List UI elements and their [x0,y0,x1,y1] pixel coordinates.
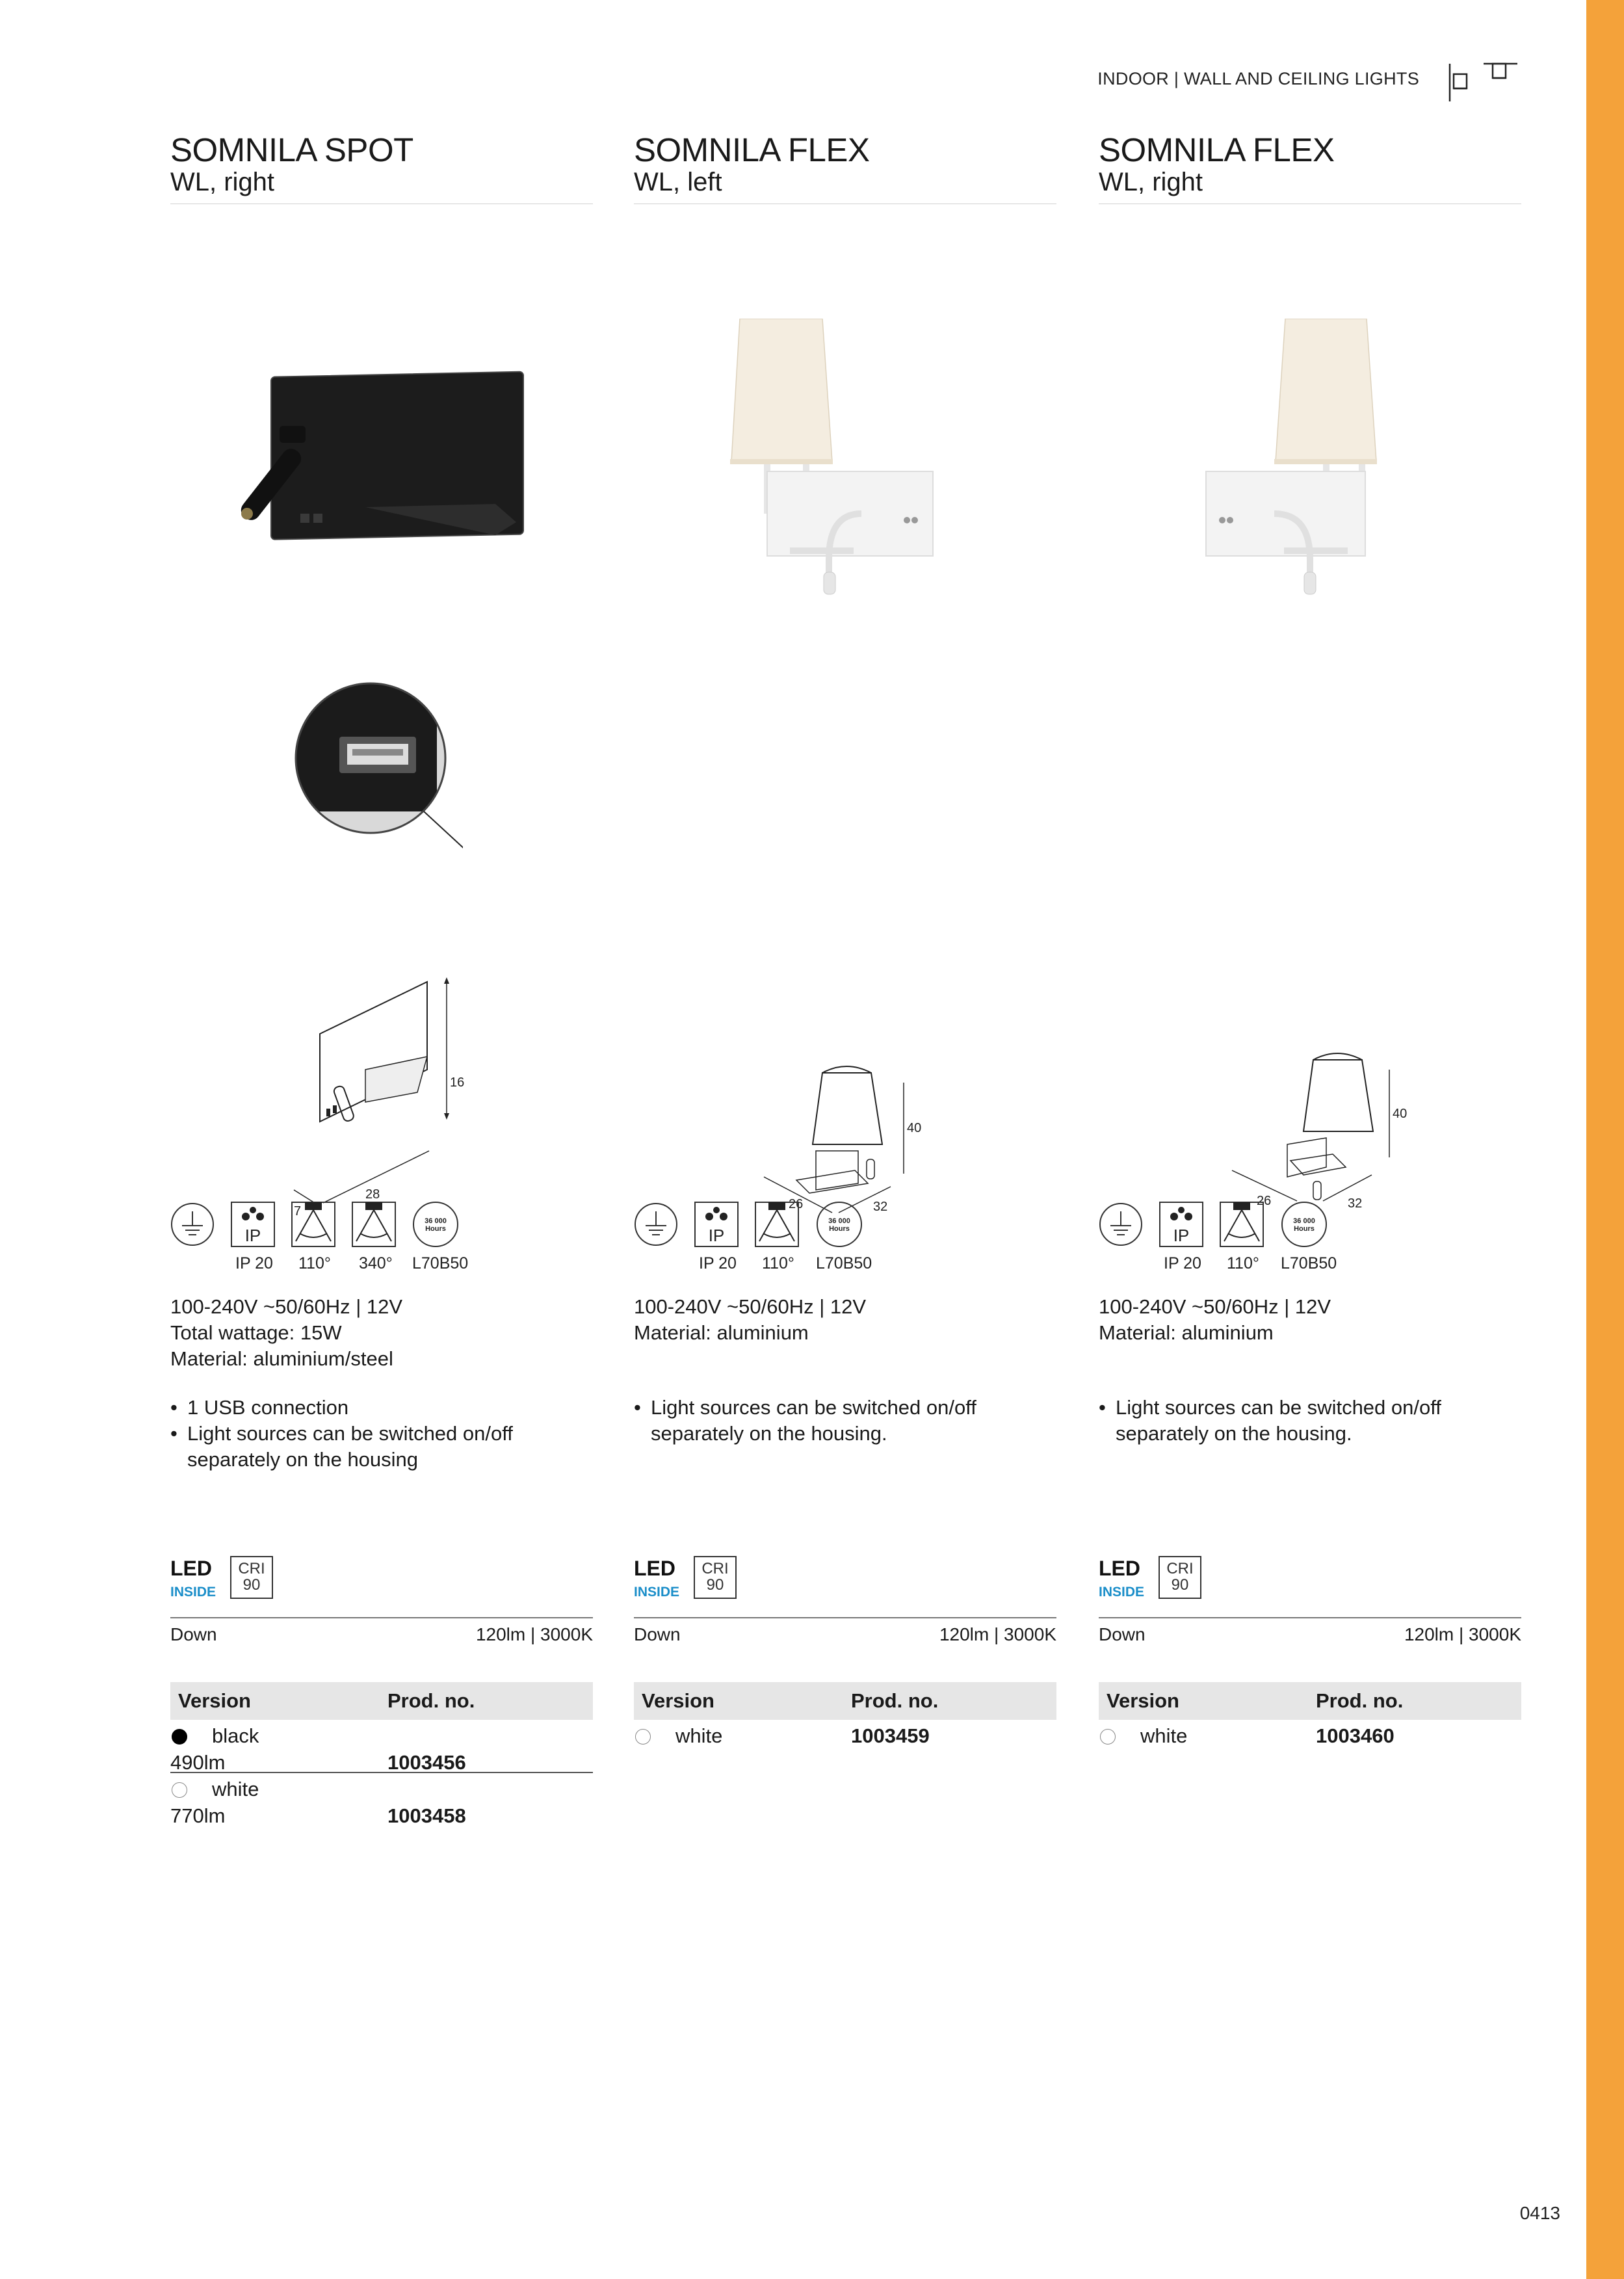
product-subtitle: WL, right [170,168,275,196]
spec-voltage: 100-240V ~50/60Hz | 12V [1099,1295,1331,1318]
table-row [170,1773,593,1825]
spec-list [634,1294,1056,1346]
svg-text:IP: IP [1173,1226,1190,1245]
svg-text:INSIDE: INSIDE [634,1585,680,1599]
svg-text:INSIDE: INSIDE [170,1585,216,1599]
product-photo-white-flex-right [1099,319,1521,611]
product-column-somnila-flex-left [634,133,1056,2084]
white-swatch [172,1782,187,1798]
page-category: INDOOR | WALL AND CEILING LIGHTS [1097,69,1419,88]
feature-bullet: • Light sources can be switched on/off separately on the housing. [1099,1395,1521,1447]
prod-no-header: Prod. no. [1316,1689,1404,1712]
direction-value: 120lm | 3000K [475,1624,593,1644]
product-column-somnila-spot [170,133,593,2084]
spec-wattage: Total wattage: 15W [170,1321,342,1344]
dim-depth: 32 [1348,1196,1363,1211]
divider [634,1617,1056,1618]
direction-label: Down [1099,1624,1146,1644]
rotation-angle-label: 340° [359,1254,393,1272]
feature-bullet: • Light sources can be switched on/off separately on the housing. [634,1395,1056,1447]
direction-value: 120lm | 3000K [1404,1624,1521,1644]
version-table [170,1682,593,1825]
svg-text:Hours: Hours [425,1225,446,1233]
lifetime-hours-icon [411,1194,460,1253]
svg-text:Hours: Hours [829,1225,850,1233]
dimension-drawing [170,907,593,1219]
protection-class-icon [170,1194,216,1253]
svg-text:IP: IP [244,1226,261,1245]
prod-no-header: Prod. no. [851,1689,939,1712]
spec-material: Material: aluminium [634,1321,809,1344]
orange-side-bar [1586,0,1624,2279]
version-table-header [634,1682,1056,1720]
ip-label: IP 20 [235,1254,273,1272]
product-number: 1003460 [1316,1724,1395,1747]
spec-voltage: 100-240V ~50/60Hz | 12V [634,1295,867,1318]
version-header: Version [178,1689,251,1712]
white-swatch [1100,1729,1116,1745]
divider [170,1617,593,1618]
svg-text:LED: LED [1099,1557,1140,1580]
version-color: white [1140,1724,1188,1747]
spec-material: Material: aluminium [1099,1321,1274,1344]
svg-text:IP: IP [708,1226,725,1245]
lifetime-label: L70B50 [412,1254,469,1272]
dim-width: 26 [1257,1194,1272,1208]
feature-bullets [1099,1395,1521,1447]
version-color: black [212,1724,259,1747]
page-number: 0413 [1519,2203,1560,2223]
product-column-somnila-flex-right [1099,133,1521,2084]
feature-bullet: • Light sources can be switched on/off separately on the housing [170,1421,593,1473]
led-inside-logo [634,1556,683,1599]
version-color: white [675,1724,723,1747]
spec-material: Material: aluminium/steel [170,1347,393,1370]
svg-text:LED: LED [634,1557,675,1580]
direction-label: Down [170,1624,217,1644]
version-lumen: 490lm [170,1751,226,1774]
feature-bullets [634,1395,1056,1447]
version-table-header [1099,1682,1521,1720]
feature-bullet: • 1 USB connection [170,1395,593,1421]
led-inside-logo [170,1556,220,1599]
table-row [1099,1720,1521,1748]
black-swatch [172,1729,187,1745]
product-number: 1003458 [387,1804,466,1827]
beam-angle-icon [291,1194,337,1253]
dim-depth: 32 [873,1200,888,1214]
dim-width: 28 [365,1187,380,1202]
svg-text:Hours: Hours [1294,1225,1315,1233]
product-subtitle: WL, right [1099,168,1203,196]
feature-icons [170,1194,593,1272]
spec-list [170,1294,593,1372]
lifetime-label: L70B50 [1281,1254,1337,1272]
product-number: 1003456 [387,1751,466,1774]
ip-rating-icon [694,1194,740,1253]
cri-badge: CRI 90 [230,1556,273,1599]
lifetime-hours-icon [1279,1194,1329,1253]
spec-voltage: 100-240V ~50/60Hz | 12V [170,1295,403,1318]
svg-text:36 000: 36 000 [425,1217,447,1225]
version-table [634,1682,1056,1748]
svg-text:INSIDE: INSIDE [1099,1585,1145,1599]
cri-badge: CRI 90 [1159,1556,1201,1599]
product-photo-black-spot [170,348,593,543]
product-title: SOMNILA FLEX [1099,131,1335,168]
table-row [634,1720,1056,1748]
feature-icons [1099,1194,1521,1272]
version-lumen: 770lm [170,1804,226,1827]
dim-height: 16 [450,1075,465,1090]
led-inside-logo [1099,1556,1148,1599]
direction-label: Down [634,1624,681,1644]
product-number: 1003459 [851,1724,930,1747]
feature-icons [634,1194,1056,1272]
lifetime-hours-icon [815,1194,864,1253]
beam-angle-label: 110° [1227,1254,1259,1272]
ip-rating-icon [1159,1194,1205,1253]
dim-height: 40 [907,1121,922,1135]
version-table-header [170,1682,593,1720]
ip-rating-icon [230,1194,277,1253]
wall-ceiling-light-icon [1445,59,1523,104]
dim-height: 40 [1393,1107,1408,1121]
version-header: Version [1107,1689,1179,1712]
svg-text:LED: LED [170,1557,212,1580]
product-title: SOMNILA SPOT [170,131,413,168]
spec-list [1099,1294,1521,1346]
beam-angle-icon [754,1194,804,1253]
product-title: SOMNILA FLEX [634,131,870,168]
beam-angle-icon [1219,1194,1266,1253]
ip-label: IP 20 [699,1254,737,1272]
version-color: white [212,1778,259,1800]
prod-no-header: Prod. no. [387,1689,475,1712]
product-photo-white-flex-left [634,319,1056,611]
lifetime-label: L70B50 [816,1254,872,1272]
divider [1099,1617,1521,1618]
feature-bullets [170,1395,593,1473]
protection-class-icon [1099,1194,1144,1253]
svg-text:36 000: 36 000 [1293,1217,1315,1225]
table-row [170,1720,593,1773]
cri-badge: CRI 90 [694,1556,737,1599]
ip-label: IP 20 [1164,1254,1201,1272]
white-swatch [635,1729,651,1745]
version-table [1099,1682,1521,1748]
product-subtitle: WL, left [634,168,722,196]
rotation-angle-icon [351,1194,398,1253]
dim-width: 26 [789,1197,804,1211]
beam-angle-label: 110° [762,1254,794,1272]
protection-class-icon [634,1194,679,1253]
beam-angle-label: 110° [298,1254,331,1272]
version-header: Version [642,1689,714,1712]
svg-text:36 000: 36 000 [828,1217,850,1225]
direction-value: 120lm | 3000K [939,1624,1056,1644]
dim-depth: 7 [294,1204,302,1219]
